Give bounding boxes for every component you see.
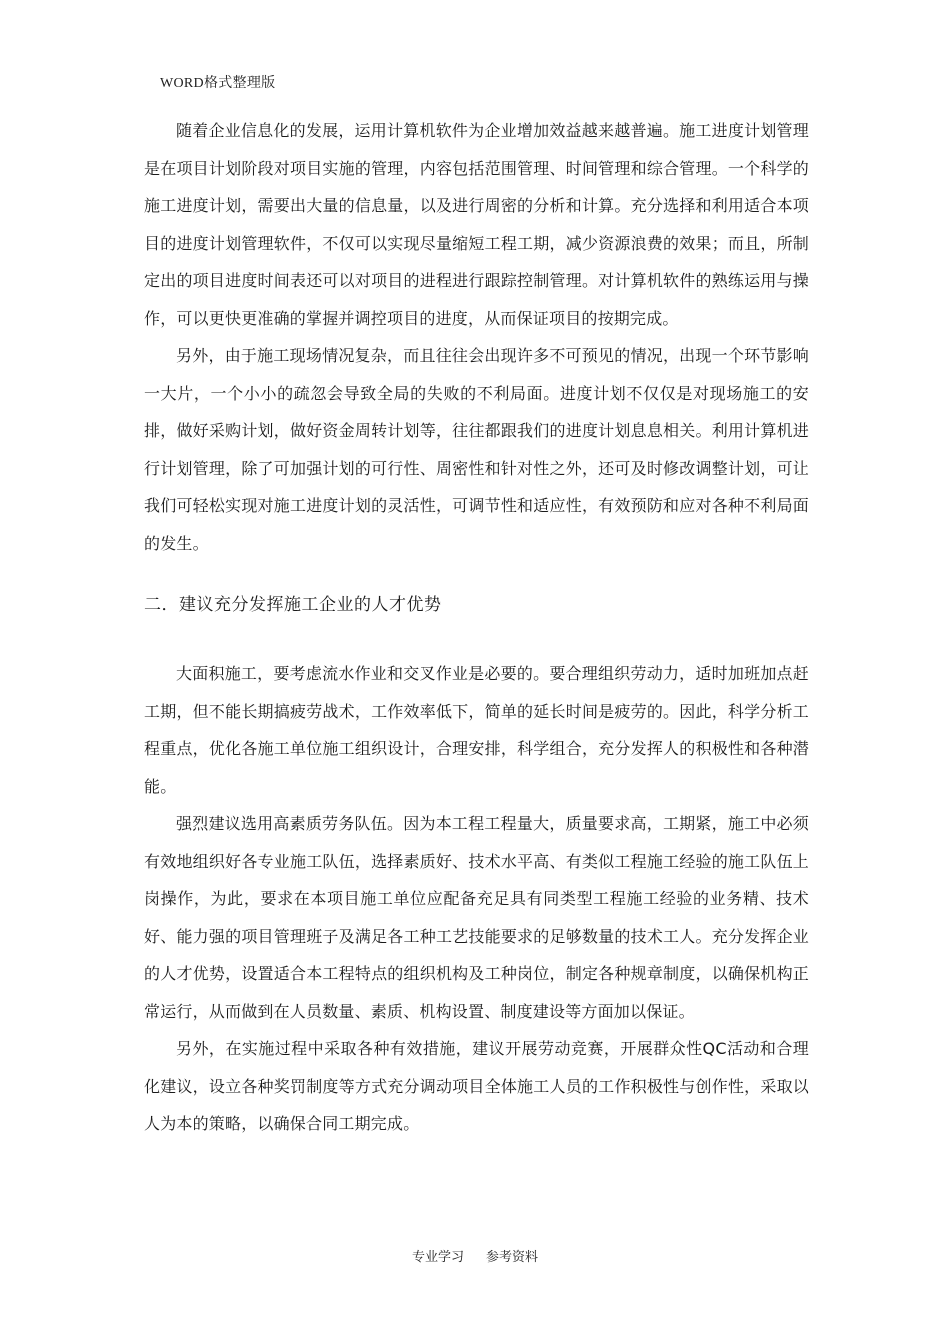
paragraph: 另外，在实施过程中采取各种有效措施，建议开展劳动竞赛，开展群众性QC活动和合理化建议，设立各种奖罚制度等方式充分调动项目全体施工人员的工作积极性与创作性，采取以人为本的策略，以确保合同工期完成。 — [144, 1039, 809, 1133]
page-header: WORD格式整理版 — [160, 76, 276, 91]
paragraph: 另外，由于施工现场情况复杂，而且往往会出现许多不可预见的情况，出现一个环节影响一大片，一个小小的疏忽会导致全局的失败的不利局面。进度计划不仅仅是对现场施工的安排，做好采购计划，做好资金周转计划等，往往都跟我们的进度计划息息相关。利用计算机进行计划管理，除了可加强计划的可行性、周密性和针对性之外，还可及时修改调整计划，可让我们可轻松实现对施工进度计划的灵活性，可调节性和适应性，有效预防和应对各种不利局面的发生。 — [144, 346, 809, 553]
paragraph: 强烈建议选用高素质劳务队伍。因为本工程工程量大，质量要求高，工期紧，施工中必须有效地组织好各专业施工队伍，选择素质好、技术水平高、有类似工程施工经验的施工队伍上岗操作，为此，要求在本项目施工单位应配备充足具有同类型工程施工经验的业务精、技术好、能力强的项目管理班子及满足各工种工艺技能要求的足够数量的技术工人。充分发挥企业的人才优势，设置适合本工程特点的组织机构及工种岗位，制定各种规章制度，以确保机构正常运行，从而做到在人员数量、素质、机构设置、制度建设等方面加以保证。 — [144, 814, 809, 1021]
section-2-body — [144, 655, 809, 1143]
section-heading: 二．建议充分发挥施工企业的人才优势 — [144, 595, 442, 615]
paragraph: 随着企业信息化的发展，运用计算机软件为企业增加效益越来越普遍。施工进度计划管理是在项目计划阶段对项目实施的管理，内容包括范围管理、时间管理和综合管理。一个科学的施工进度计划，需要出大量的信息量，以及进行周密的分析和计算。充分选择和利用适合本项目的进度计划管理软件，不仅可以实现尽量缩短工程工期，减少资源浪费的效果；而且，所制定出的项目进度时间表还可以对项目的进程进行跟踪控制管理。对计算机软件的熟练运用与操作，可以更快更准确的掌握并调控项目的进度，从而保证项目的按期完成。 — [144, 121, 809, 328]
footer-label-left: 专业学习 — [411, 1250, 464, 1265]
footer-label-right: 参考资料 — [486, 1250, 539, 1265]
section-1-body — [144, 112, 809, 562]
page-footer — [0, 1246, 950, 1265]
paragraph: 大面积施工，要考虑流水作业和交叉作业是必要的。要合理组织劳动力，适时加班加点赶工期，但不能长期搞疲劳战术，工作效率低下，简单的延长时间是疲劳的。因此，科学分析工程重点，优化各施工单位施工组织设计，合理安排，科学组合，充分发挥人的积极性和各种潜能。 — [144, 664, 809, 796]
